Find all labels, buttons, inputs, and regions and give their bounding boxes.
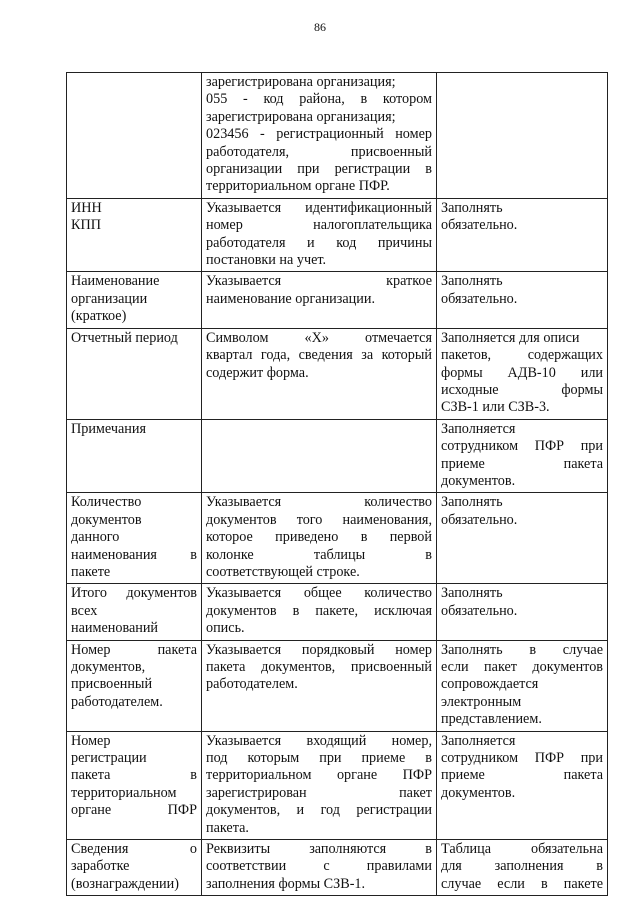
field-name-cell xyxy=(67,419,202,493)
cell-text-line: исходные формы xyxy=(441,381,603,398)
cell-text-line: документов. xyxy=(441,472,516,489)
cell-text-line: Номер xyxy=(71,732,111,749)
cell-text-line: Заполнять xyxy=(441,585,503,602)
cell-text-line: под которым при приеме в xyxy=(206,750,432,767)
field-name-cell xyxy=(67,731,202,839)
cell-text-line: организации при регистрации в xyxy=(206,161,432,178)
table-row xyxy=(67,731,608,839)
cell-text-line: номер налогоплательщика xyxy=(206,217,432,234)
cell-text-line: обязательно. xyxy=(441,290,518,307)
cell-text-line: постановки на учет. xyxy=(206,252,327,269)
cell-text-line: Заполняется xyxy=(441,732,516,749)
cell-text-line: (краткое) xyxy=(71,308,127,325)
table-row xyxy=(67,584,608,640)
cell-text-line: Отчетный период xyxy=(71,329,178,346)
cell-text-line: Заполнять xyxy=(441,273,503,290)
cell-text-line: обязательно. xyxy=(441,217,518,234)
cell-text-line: Символом «X» отмечается xyxy=(206,329,432,346)
field-description-cell xyxy=(202,73,437,199)
cell-text-line: Заполняется xyxy=(441,420,516,437)
cell-text-line: заработке xyxy=(71,858,130,875)
field-requirement-cell xyxy=(437,840,608,896)
field-requirement-cell xyxy=(437,493,608,584)
cell-text-line: опись. xyxy=(206,620,245,637)
cell-text-line: квартал года, сведения за который xyxy=(206,347,432,364)
table-row xyxy=(67,840,608,896)
cell-text-line: документов. xyxy=(441,784,516,801)
cell-text-line: документов, xyxy=(71,659,146,675)
field-requirement-cell xyxy=(437,584,608,640)
cell-text-line: наименования в xyxy=(71,546,197,563)
cell-text-line: Указывается идентификационный xyxy=(206,199,432,216)
cell-text-line: 023456 - регистрационный номер xyxy=(206,126,432,143)
field-description-cell xyxy=(202,840,437,896)
cell-text-line: работодателем. xyxy=(71,693,163,710)
cell-text-line: Реквизиты заполняются в xyxy=(206,841,432,858)
field-description-cell xyxy=(202,198,437,272)
cell-text-line: территориальном органе ПФР. xyxy=(206,178,390,195)
cell-text-line: органе ПФР xyxy=(71,802,197,819)
cell-text-line: документов того наименования, xyxy=(206,511,432,528)
table-body xyxy=(67,73,608,896)
cell-text-line: документов xyxy=(71,511,142,528)
cell-text-line: соответствующей строке. xyxy=(206,563,360,580)
cell-text-line: территориальном xyxy=(71,784,177,801)
cell-text-line: зарегистрирована организация; xyxy=(206,74,396,90)
cell-text-line: Заполняется для описи xyxy=(441,329,580,346)
cell-text-line: зарегистрирована организация; xyxy=(206,108,396,125)
field-name-cell xyxy=(67,198,202,272)
field-name-cell xyxy=(67,584,202,640)
field-name-cell xyxy=(67,73,202,199)
table-row xyxy=(67,419,608,493)
field-description-cell xyxy=(202,272,437,328)
field-requirement-cell xyxy=(437,198,608,272)
field-requirement-cell xyxy=(437,328,608,419)
cell-text-line: Указывается краткое xyxy=(206,273,432,290)
cell-text-line: документов, и год регистрации xyxy=(206,802,432,819)
cell-text-line: наименование организации. xyxy=(206,290,375,307)
cell-text-line: Заполнять в случае xyxy=(441,641,603,658)
cell-text-line: сопровождается xyxy=(441,676,539,693)
cell-text-line: работодателя, присвоенный xyxy=(206,143,432,160)
cell-text-line: для заполнения в xyxy=(441,858,603,875)
cell-text-line: работодателем. xyxy=(206,676,298,693)
cell-text-line: сотрудником ПФР при xyxy=(441,438,603,455)
cell-text-line: работодателя и код причины xyxy=(206,234,432,251)
cell-text-line: Таблица обязательна xyxy=(441,841,603,858)
table-row xyxy=(67,73,608,199)
cell-text-line: содержит форма. xyxy=(206,364,309,381)
field-description-cell xyxy=(202,731,437,839)
cell-text-line: документов в пакете, исключая xyxy=(206,602,432,619)
cell-text-line: которое приведено в первой xyxy=(206,529,432,546)
cell-text-line: (вознаграждении) xyxy=(71,875,179,892)
cell-text-line: КПП xyxy=(71,217,101,234)
cell-text-line: 055 - код района, в котором xyxy=(206,91,432,108)
field-description-cell xyxy=(202,493,437,584)
cell-text-line: если пакет документов xyxy=(441,659,603,675)
field-name-cell xyxy=(67,840,202,896)
cell-text-line: сотрудником ПФР при xyxy=(441,750,603,767)
field-description-cell xyxy=(202,640,437,731)
cell-text-line: ИНН xyxy=(71,199,102,216)
field-name-cell xyxy=(67,493,202,584)
cell-text-line: СЗВ-1 или СЗВ-3. xyxy=(441,399,550,416)
field-name-cell xyxy=(67,328,202,419)
cell-text-line: пакете xyxy=(71,563,111,580)
cell-text-line: территориальном органе ПФР xyxy=(206,767,432,784)
cell-text-line: Итого документов xyxy=(71,585,197,602)
cell-text-line: пакета документов, присвоенный xyxy=(206,659,432,675)
cell-text-line: пакета в xyxy=(71,767,197,784)
cell-text-line: всех xyxy=(71,602,98,619)
table-row xyxy=(67,198,608,272)
table-row xyxy=(67,328,608,419)
cell-text-line: Заполнять xyxy=(441,199,503,216)
field-name-cell xyxy=(67,272,202,328)
cell-text-line: Примечания xyxy=(71,420,146,437)
cell-text-line: Заполнять xyxy=(441,494,503,511)
cell-text-line: обязательно. xyxy=(441,602,518,619)
cell-text-line: данного xyxy=(71,529,120,546)
cell-text-line: формы АДВ-10 или xyxy=(441,364,603,381)
cell-text-line: присвоенный xyxy=(71,676,153,693)
cell-text-line: зарегистрирован пакет xyxy=(206,784,432,801)
table-row xyxy=(67,493,608,584)
cell-text-line: соответствии с правилами xyxy=(206,858,432,875)
field-requirement-cell xyxy=(437,731,608,839)
field-name-cell xyxy=(67,640,202,731)
field-requirement-cell xyxy=(437,73,608,199)
field-requirement-cell xyxy=(437,419,608,493)
field-requirement-cell xyxy=(437,640,608,731)
cell-text-line: приеме пакета xyxy=(441,455,603,472)
cell-text-line: обязательно. xyxy=(441,511,518,528)
field-description-cell xyxy=(202,328,437,419)
cell-text-line: электронным xyxy=(441,693,522,710)
cell-text-line: Количество xyxy=(71,494,142,511)
field-requirement-cell xyxy=(437,272,608,328)
cell-text-line: Номер пакета xyxy=(71,641,197,658)
cell-text-line: колонке таблицы в xyxy=(206,546,432,563)
cell-text-line: наименований xyxy=(71,620,159,637)
cell-text-line: Указывается порядковый номер xyxy=(206,641,432,658)
cell-text-line: приеме пакета xyxy=(441,767,603,784)
table-row xyxy=(67,272,608,328)
cell-text-line: представлением. xyxy=(441,711,542,728)
page-number: 86 xyxy=(314,20,326,34)
cell-text-line: Указывается количество xyxy=(206,494,432,511)
cell-text-line: пакета. xyxy=(206,819,249,836)
cell-text-line: пакетов, содержащих xyxy=(441,347,603,364)
field-description-cell xyxy=(202,419,437,493)
cell-text-line: организации xyxy=(71,290,148,307)
cell-text-line: Указывается общее количество xyxy=(206,585,432,602)
cell-text-line: Сведения о xyxy=(71,841,197,858)
instructions-table xyxy=(66,72,608,896)
cell-text-line: Наименование xyxy=(71,273,160,290)
field-description-cell xyxy=(202,584,437,640)
cell-text-line: Указывается входящий номер, xyxy=(206,732,432,749)
table-row xyxy=(67,640,608,731)
cell-text-line: регистрации xyxy=(71,750,147,767)
cell-text-line: случае если в пакете xyxy=(441,875,603,892)
cell-text-line: заполнения формы СЗВ-1. xyxy=(206,875,366,892)
